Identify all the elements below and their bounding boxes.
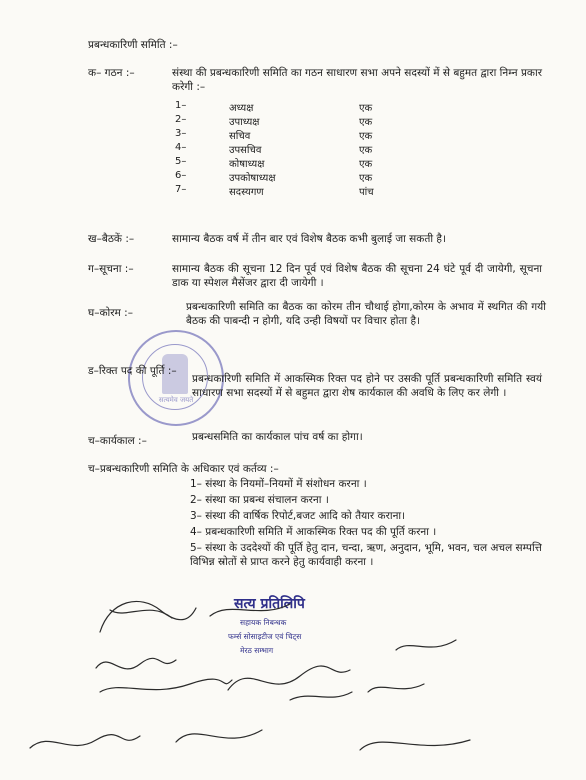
signatures-area	[0, 580, 586, 780]
post-name: सचिव	[229, 131, 251, 142]
post-number: 1–	[175, 100, 187, 111]
post-number: 6–	[175, 170, 187, 181]
signature-stroke	[210, 604, 290, 616]
powers-heading: च–प्रबन्धकारिणी समिति के अधिकार एवं कर्तव्य :–	[88, 463, 279, 475]
post-name: उपाध्यक्ष	[229, 117, 260, 128]
section-ga-text: सामान्य बैठक की सूचना 12 दिन पूर्व एवं विशेष बैठक की सूचना 24 घंटे पूर्व दी जायेगी, सूचना डाक या स्पेशल मैसेंजर द्वारा दी जायेगी ।	[172, 263, 542, 289]
section-kha-label: ख–बैठकें :–	[88, 233, 135, 245]
section-nga-label: ड–रिक्त पद की पूर्ति :–	[88, 365, 177, 377]
power-item: 2– संस्था का प्रबन्ध संचालन करना ।	[190, 494, 329, 506]
section-kha-text: सामान्य बैठक वर्ष में तीन बार एवं विशेष बैठक कभी बुलाई जा सकती है।	[172, 233, 446, 245]
post-count: एक	[359, 103, 373, 114]
power-item: 5– संस्था के उददेश्यों की पूर्ति हेतु दान, चन्दा, ऋण, अनुदान, भूमि, भवन, चल अचल सम्पत्ति विभिन्न स्रोतों से प्राप्त करने हेतु कार्यवाही करना ।	[190, 542, 542, 568]
post-count: एक	[359, 145, 373, 156]
signature-stroke	[100, 601, 196, 632]
post-number: 2–	[175, 114, 187, 125]
post-name: अध्यक्ष	[229, 103, 254, 114]
section-gha-label: घ–कोरम :–	[88, 307, 133, 319]
post-number: 4–	[175, 142, 187, 153]
signature-stroke	[176, 730, 262, 742]
section-cha-label: च–कार्यकाल :–	[88, 435, 147, 447]
post-name: उपसचिव	[229, 145, 262, 156]
signature-stroke	[110, 610, 172, 618]
signature-stroke	[96, 658, 176, 669]
section-gha-text: प्रबन्धकारिणी समिति का बैठक का कोरम तीन चौथाई होगा,कोरम के अभाव में स्थगित की गयी बैठक की पाबन्दी न होगी, यदि उन्ही विषयों पर विचार होता है।	[186, 301, 546, 327]
signature-stroke	[368, 684, 424, 692]
certification-line1: सहायक निबन्धक	[240, 618, 287, 627]
section-cha-text: प्रबन्धसमिति का कार्यकाल पांच वर्ष का होगा।	[192, 431, 363, 443]
section-nga-text: प्रबन्धकारिणी समिति में आकस्मिक रिक्त पद होने पर उसकी पूर्ति प्रबन्धकारिणी समिति स्वयं साधारण सभा सदस्यों में से बहुमत द्वारा शेष कार्यकाल की अवधि के लिए कर लेगी ।	[192, 373, 542, 399]
post-name: कोषाध्यक्ष	[229, 159, 265, 170]
section-ga-label: ग–सूचना :–	[88, 263, 134, 275]
post-count: पांच	[359, 187, 374, 198]
signature-stroke	[396, 640, 456, 650]
signature-stroke	[30, 735, 140, 748]
certification-line2: फर्म्स सोसाइटीज एवं चिट्स	[228, 632, 302, 641]
post-name: सदस्यगण	[229, 187, 264, 198]
post-number: 7–	[175, 184, 187, 195]
post-number: 3–	[175, 128, 187, 139]
signature-stroke	[360, 740, 470, 750]
power-item: 3– संस्था की वार्षिक रिपोर्ट,बजट आदि को तैयार कराना।	[190, 510, 406, 522]
seal-motto: सत्यमेव जयते	[158, 396, 194, 404]
section-ka-text: संस्था की प्रबन्धकारिणी समिति का गठन साधारण सभा अपने सदस्यों में से बहुमत द्वारा निम्न प्रकार करेगी :–	[172, 67, 542, 93]
post-count: एक	[359, 159, 373, 170]
power-item: 4– प्रबन्धकारिणी समिति में आकस्मिक रिक्त पद की पूर्ति करना ।	[190, 526, 437, 538]
certification-line3: मेरठ सम्भाग	[240, 646, 274, 655]
post-count: एक	[359, 173, 373, 184]
section-ka-label: क– गठन :–	[88, 67, 135, 79]
signature-stroke	[290, 692, 352, 700]
post-name: उपकोषाध्यक्ष	[229, 173, 276, 184]
post-count: एक	[359, 131, 373, 142]
post-count: एक	[359, 117, 373, 128]
power-item: 1– संस्था के नियमों–नियमों में संशोधन करना ।	[190, 478, 367, 490]
signature-stroke	[228, 666, 350, 690]
post-number: 5–	[175, 156, 187, 167]
document-heading: प्रबन्धकारिणी समिति :–	[88, 39, 178, 51]
signature-stroke	[100, 679, 232, 692]
certification-title: सत्य प्रतिलिपि	[234, 596, 305, 612]
